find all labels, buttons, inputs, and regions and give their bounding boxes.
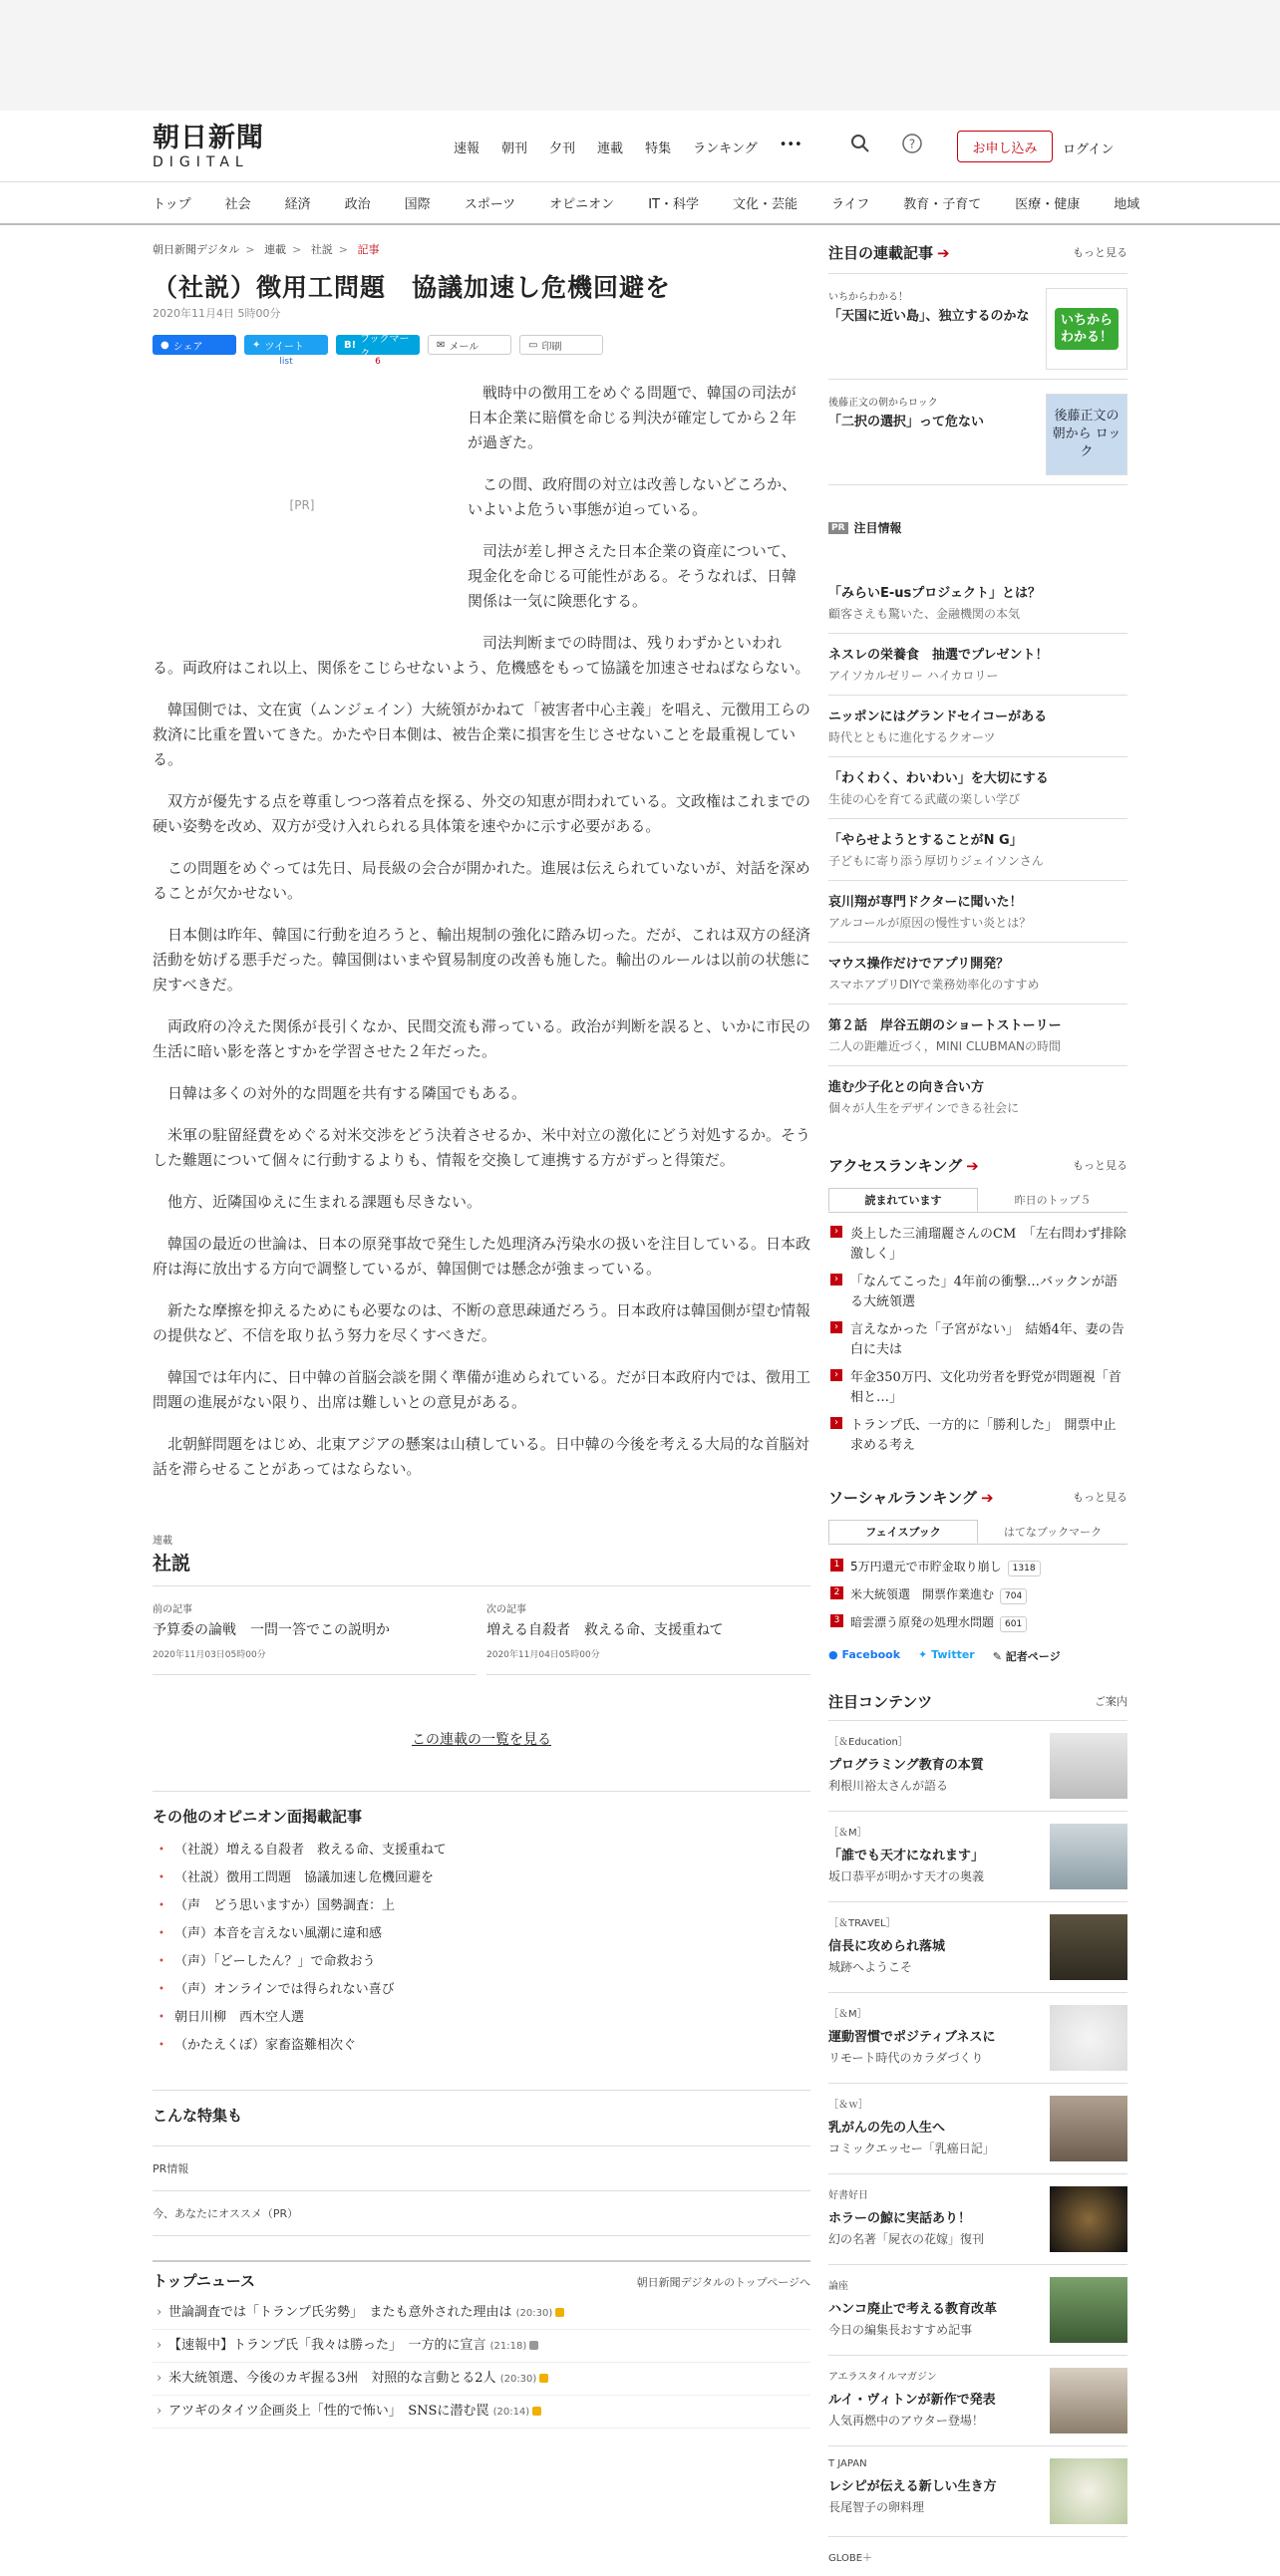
svg-text:?: ? [908,137,916,151]
access-ranking [828,1154,1127,1460]
arrow-right-icon: ➔ [966,1156,979,1175]
facebook-icon: ● [160,339,169,351]
hatena-icon: B! [344,339,357,351]
pr-item[interactable] [828,881,1127,943]
facebook-share-label: シェア [172,341,203,353]
social-item-text: 暗雲漂う原発の処理水問題 [850,1615,995,1629]
attention-contents [828,1690,1127,2576]
social-ranking-heading: ソーシャルランキング [828,1488,977,1507]
list-item[interactable]: • （声）本音を言えない風潮に違和感 [153,1920,810,1948]
pr-item-title: ニッポンにはグランドセイコーがある [828,710,1048,724]
more-menu-button[interactable]: ••• [779,138,802,152]
article-paragraph: 他方、近隣国ゆえに生まれる課題も尽きない。 [167,1193,482,1211]
list-item[interactable]: • （声 どう思いますか）国勢調査：上 [153,1892,810,1920]
article-paragraph: 韓国では年内に、日中韓の首脳会談を開く準備が進められている。だが日本政府内では、徴用工問題の進展がない限り、出席は難しいとの意見がある。 [153,1368,811,1411]
content-kicker: ［＆M］ [828,1828,867,1839]
pr-item-title: 第２話 岸谷五朗のショートストーリー [828,1018,1062,1033]
article-paragraph: 戦時中の徴用工をめぐる問題で、韓国の司法が日本企業に賠償を命じる判決が確定してから２年が過ぎた。 [468,384,798,451]
chevron-right-icon: › [830,1274,842,1286]
chevron-right-icon: › [830,1226,842,1238]
cat-economy[interactable]: 経済 [284,197,311,212]
social-item[interactable] [828,1608,1127,1636]
nav-evening[interactable]: 夕刊 [549,142,576,156]
pr-item-sub: スマホアプリDIYで業務効率化のすすめ [828,978,1040,992]
mail-share-button[interactable] [428,335,511,355]
pr-list [828,572,1127,1128]
twitter-link-label: Twitter [931,1648,975,1661]
pr-item-title: マウス操作だけでアプリ開発？ [828,957,1010,972]
login-link[interactable]: ログイン [1063,143,1115,157]
news-text: アツギのタイツ企画炎上「性的で怖い」 SNSに潜む罠 [168,2404,489,2419]
chevron-right-icon: › [830,1321,842,1333]
content-item[interactable] [828,1811,1127,1901]
pr-item-title: 「やらせようとすることがN G」 [828,833,1023,848]
cat-life[interactable]: ライフ [830,197,870,212]
access-ranking-heading: アクセスランキング [828,1156,963,1175]
pr-item-sub: 個々が人生をデザインできる社会に [828,1101,1020,1115]
serial-item-title: 「天国に近い島」、独立するのかな [828,309,1030,324]
content-item[interactable] [828,2445,1127,2536]
article-paragraph: この問題をめぐっては先日、局長級の会合が開かれた。進展は伝えられていないが、対話を深めることが欠かせない。 [153,859,810,902]
top-ad-banner [0,0,1280,110]
category-nav [0,181,1280,225]
next-date: 2020年11月04日05時00分 [486,1650,600,1660]
tab-yesterday-top5[interactable]: 昨日のトップ５ [1014,1194,1092,1207]
content-item[interactable] [828,2173,1127,2264]
article-paragraph: 両政府の冷えた関係が長引くなか、民間交流も滞っている。政治が判断を誤ると、いかに市民の生活に暗い影を落とすかを学習させた２年だった。 [153,1017,811,1060]
prev-article-link[interactable] [153,1586,477,1675]
hatena-bookmark-count[interactable]: 6 [375,357,381,367]
list-item[interactable]: • 朝日川柳 西木空人選 [153,2004,810,2032]
content-kicker: ［＆Education］ [828,1737,908,1748]
series-name[interactable]: 社説 [153,1553,191,1574]
content-item[interactable] [828,2355,1127,2445]
article-paragraph: 司法が差し押さえた日本企業の資産について、現金化を命じる可能性がある。そうなれば、日韓関係は一気に険悪化する。 [468,542,798,610]
twitter-share-count[interactable]: list [279,357,293,367]
pr-item-sub: 顧客さえも驚いた、金融機関の本気 [828,607,1021,621]
pr-item[interactable] [828,634,1127,696]
nav-features[interactable]: 特集 [645,142,672,156]
article-paragraph: 韓国の最近の世論は、日本の原発事故で発生した処理済み汚染水の扱いを注目している。日本政府は海に放出する方向で調整しているが、韓国側では懸念が強まっている。 [153,1235,811,1278]
crumb-sep: > [245,243,255,256]
next-article-link[interactable] [486,1586,810,1675]
news-item[interactable] [153,2396,810,2429]
cat-society[interactable]: 社会 [224,197,251,212]
content-kicker: GLOBE＋ [828,2553,873,2564]
crumb-sep: > [338,243,348,256]
list-item[interactable]: • （声）オンラインでは得られない喜び [153,1976,810,2004]
ad-label: [PR] [289,497,315,512]
thumb-logo-text: いちから わかる！ [1055,308,1119,350]
social-more-link[interactable]: もっと見る [1073,1491,1127,1504]
cat-education[interactable]: 教育・子育て [903,197,982,212]
subscribe-button[interactable]: お申し込み [957,131,1053,162]
social-item-text: 米大統領選 開票作業進む [850,1587,995,1601]
content-kicker: 論座 [828,2281,848,2292]
content-photo [1050,2096,1127,2161]
content-item[interactable] [828,2536,1127,2576]
share-count-badge: 704 [1000,1588,1027,1604]
article-paragraph: 日韓は多くの対外的な問題を共有する隣国でもある。 [167,1084,527,1102]
content-item[interactable] [828,1901,1127,1992]
pr-item-title: 哀川翔が専門ドクターに聞いた！ [828,895,1023,910]
content-kicker: ［＆M］ [828,2009,867,2020]
content-item[interactable] [828,1992,1127,2083]
pr-item[interactable] [828,819,1127,881]
pr-tag: PR [828,522,848,534]
content-title: 乳がんの先の人生へ [828,2121,946,2136]
cat-sports[interactable]: スポーツ [464,197,516,212]
share-bar [153,335,810,369]
search-icon[interactable] [847,131,873,156]
content-kicker: 好書好日 [828,2190,868,2201]
news-item[interactable] [153,2363,810,2396]
pen-icon: ✎ [992,1650,1002,1663]
pr-item-sub: 二人の距離近づく，MINI CLUBMANの時間 [828,1039,1062,1053]
cat-politics[interactable]: 政治 [344,197,371,212]
print-button[interactable] [519,335,603,355]
pr-item[interactable] [828,696,1127,757]
article-date: 2020年11月4日 5時00分 [153,307,281,320]
article-paragraph: 新たな摩擦を抑えるためにも必要なのは、不断の意思疎通だろう。日本政府は韓国側が望む情報の提供など、不信を取り払う努力を尽くすべきだ。 [153,1301,811,1344]
content-item[interactable] [828,2083,1127,2173]
breadcrumb [153,241,810,259]
content-sub: 長尾智子の卵料理 [828,2500,925,2514]
article-paragraph: この間、政府間の対立は改善しないどころか、いよいよ危うい事態が迫っている。 [468,475,798,518]
serial-list [828,273,1127,485]
content-photo [1050,2368,1127,2433]
series-label: 連載 [153,1536,172,1547]
next-label: 次の記事 [486,1604,526,1615]
pr-item[interactable] [828,757,1127,819]
feature-section [153,2090,810,2236]
twitter-icon: ✦ [252,339,261,351]
facebook-share-button[interactable] [153,335,236,355]
pr-item-title: ネスレの栄養食 抽選でプレゼント！ [828,648,1049,663]
lock-icon [555,2308,564,2317]
pr-item-sub: アルコールが原因の慢性すい炎とは？ [828,916,1032,930]
serial-item[interactable] [828,274,1127,380]
mail-share-label: メール [449,341,480,353]
content-sub: 坂口恭平が明かす天才の奥義 [828,1869,985,1883]
pr-heading-text: 注目情報 [853,521,902,535]
content-sub: 人気再燃中のアウター登場！ [828,2414,984,2428]
other-opinion-heading: その他のオピニオン面掲載記事 [153,1808,363,1826]
share-count-badge: 601 [1000,1616,1027,1632]
content-item[interactable] [828,1720,1127,1811]
social-item[interactable] [828,1553,1127,1580]
list-item[interactable]: • （社説）増える自殺者 救える命、支援重ねて [153,1837,810,1864]
content-sub: 今日の編集長おすすめ記事 [828,2323,973,2337]
twitter-share-button[interactable] [244,335,328,367]
cat-top[interactable]: トップ [153,197,191,212]
ranking-item-text: トランプ氏、一方的に「勝利した」 開票中止求める考え [850,1418,1117,1453]
lock-icon [529,2341,538,2350]
rank-number: 1 [830,1559,843,1572]
reporter-page-label: 記者ページ [1005,1650,1061,1663]
pr-info-row: PR情報 [153,2147,810,2191]
pr-item[interactable] [828,1004,1127,1066]
share-count-badge: 1318 [1008,1561,1041,1576]
hatena-bookmark-button[interactable] [336,334,420,367]
crumb-editorial[interactable]: 社説 [310,243,333,256]
list-item[interactable]: • （社説）徴用工問題 協議加速し危機回避を [153,1864,810,1892]
access-more-link[interactable]: もっと見る [1073,1159,1127,1172]
content-kicker: アエラスタイルマガジン [828,2372,937,2383]
nav-morning[interactable]: 朝刊 [501,142,528,156]
article-paragraph: 日本側は昨年、韓国に行動を迫ろうと、輸出規制の強化に踏み切った。だが、これは双方の経済活動を妨げる悪手だった。韓国側はいまや貿易制度の改善も施した。輸出のルールは以前の状態に戻すべきだ。 [153,926,811,994]
serial-item[interactable] [828,380,1127,485]
cat-region[interactable]: 地域 [1114,197,1140,212]
facebook-link-label: Facebook [841,1648,901,1661]
pr-item-title: 「みらいE-usプロジェクト」とは？ [828,586,1042,601]
next-title: 増える自殺者 救える命、支援重ねて [486,1622,724,1638]
attention-heading: 注目コンテンツ [828,1692,933,1711]
print-label: 印刷 [541,341,562,353]
prev-title: 予算委の論戦 一問一答でこの説明か [153,1622,390,1638]
prev-label: 前の記事 [153,1604,192,1615]
inline-ad[interactable] [153,381,452,630]
pr-heading [828,519,1127,536]
tab-most-read[interactable]: 読まれています [828,1188,978,1212]
reporter-page-link[interactable] [993,1648,1061,1664]
news-time: (21:18) [489,2341,527,2352]
content-photo [1050,1914,1127,1980]
series-box [153,1532,810,1749]
cat-culture[interactable]: 文化・芸能 [732,197,798,212]
content-title: ハンコ廃止で考える教育改革 [828,2302,998,2317]
arrow-right-icon: ➔ [937,243,950,262]
rank-number: 3 [830,1614,843,1627]
serial-thumbnail [1046,288,1127,370]
news-text: 世論調査では「トランプ氏劣勢」 またも意外された理由は [168,2305,512,2320]
news-text: 米大統領選、今後のカギ握る3州 対照的な言動とる2人 [168,2371,496,2386]
cat-opinion[interactable]: オピニオン [549,197,615,212]
article-paragraph: 米軍の駐留経費をめぐる対米交渉をどう決着させるか、米中対立の激化にどう対処するか。そうした難題について個々に行動するよりも、情報を交換して連携する方がずっと得策だ。 [153,1126,811,1169]
article-paragraph: 司法判断までの時間は、残りわずかといわれる。両政府はこれ以上、関係をこじらせないよう、危機感をもって協議を加速させねばならない。 [153,634,810,677]
top-news-heading: トップニュース [153,2272,256,2290]
list-item[interactable]: • （声）「どーしたん？」で命救おう [153,1948,810,1976]
content-title: 運動習慣でポジティブネスに [828,2030,996,2045]
crumb-home[interactable]: 朝日新聞デジタル [153,243,240,256]
content-photo [1050,2277,1127,2343]
crumb-current: 記事 [357,243,380,256]
content-title: 「誰でも天才になれます」 [828,1849,985,1863]
content-kicker: ［＆TRAVEL］ [828,1918,896,1929]
tab-hatena[interactable]: はてなブックマーク [1003,1526,1103,1539]
serial-thumbnail [1046,394,1127,475]
pr-item-sub: 子どもに寄り添う厚切りジェイソンさん [828,854,1044,868]
ranking-item[interactable] [828,1412,1127,1460]
recommend-row: 今、あなたにオススメ（PR） [153,2191,810,2236]
arrow-right-icon: ➔ [980,1488,994,1507]
article-paragraph: 北朝鮮問題をはじめ、北東アジアの懸案は山積している。日中韓の今後を考える大局的な首脳対話を滞らせることがあってはならない。 [153,1435,809,1478]
content-kicker: T JAPAN [828,2458,867,2469]
cat-international[interactable]: 国際 [404,197,431,212]
top-news-more-link[interactable]: 朝日新聞デジタルのトップページへ [636,2276,810,2289]
content-title: ホラーの鯨に実話あり！ [828,2211,972,2226]
hatena-bookmark-label: ブックマーク [360,334,410,360]
pr-item-sub: 時代とともに進化するクオーツ [828,730,996,744]
article-body [153,381,810,1482]
list-item[interactable]: • （かたえくぼ）家畜盗難相次ぐ [153,2032,810,2060]
nav-series[interactable]: 連載 [597,142,624,156]
content-photo [1050,2005,1127,2071]
twitter-icon: ✦ [918,1648,928,1661]
article-paragraph: 韓国側では、文在寅（ムンジェイン）大統領がかねて「被害者中心主義」を唱え、元徴用工らの救済に比重を置いてきた。かたや日本側は、被告企業に損害を生じさせないことを最重視している。 [153,701,810,768]
social-ranking [828,1486,1127,1664]
article-title: （社説）徴用工問題 協議加速し危機回避を [153,273,672,302]
news-time: (20:30) [515,2308,553,2319]
other-opinion-articles [153,1791,810,2060]
pr-item-sub: アイソカルゼリー ハイカロリー [828,669,999,683]
help-icon[interactable] [899,131,925,156]
content-title: ルイ・ヴィトンが新作で発表 [828,2393,996,2408]
top-news [153,2260,810,2429]
logo-main-text: 朝日新聞 [153,123,264,153]
crumb-series[interactable]: 連載 [264,243,287,256]
content-kicker: ［＆ｗ］ [828,2100,868,2111]
serial-item-kicker: いちからわかる！ [828,292,908,303]
pr-item[interactable] [828,572,1127,634]
crumb-sep: > [292,243,302,256]
ranking-item-text: 年金350万円、文化功労者を野党が問題視「首相と…」 [850,1370,1121,1405]
serial-more-link[interactable]: もっと見る [1073,246,1127,259]
pr-item-sub: 生徒の心を育てる武蔵の楽しい学び [828,792,1021,806]
pr-item[interactable] [828,1066,1127,1128]
content-sub: 幻の名著「屍衣の花嫁」復刊 [828,2232,985,2246]
tab-facebook[interactable]: フェイスブック [828,1520,978,1544]
content-title: プログラミング教育の本質 [828,1758,984,1773]
sidebar [828,241,1127,2576]
article-paragraph: 双方が優先する点を尊重しつつ落着点を探る、外交の知恵が問われている。文政権はこれまでの硬い姿勢を改め、双方が受け入れられる具体策を速やかに示す必要がある。 [153,792,811,835]
content-photo [1050,1824,1127,1889]
cat-health[interactable]: 医療・健康 [1015,197,1081,212]
twitter-share-label: ツイート [264,341,304,353]
facebook-icon: ● [828,1648,838,1661]
chevron-right-icon: › [830,1417,842,1429]
cat-it-science[interactable]: IT・科学 [648,197,699,212]
content-photo [1050,2458,1127,2524]
nav-ranking[interactable]: ランキング [693,142,758,156]
lock-icon [532,2407,541,2416]
ranking-item[interactable] [828,1316,1127,1364]
feature-heading: こんな特集も [153,2105,810,2147]
main-column [153,241,810,2429]
news-item[interactable] [153,2297,810,2330]
news-text: 【速報中】トランプ氏「我々は勝った」 一方的に宣言 [168,2338,486,2353]
mail-icon: ✉ [437,339,446,351]
content-title: 信長に攻められ落城 [828,1939,946,1954]
ranking-item[interactable] [828,1221,1127,1269]
pr-item-title: 「わくわく、わいわい」を大切にする [828,771,1049,786]
content-photo [1050,2186,1127,2252]
logo-sub-text: DIGITAL [153,154,249,170]
series-list-link[interactable]: この連載の一覧を見る [412,1732,551,1748]
content-item[interactable] [828,2264,1127,2355]
content-sub: 城跡へようこそ [828,1960,913,1974]
social-item[interactable] [828,1580,1127,1608]
facebook-link[interactable] [828,1648,900,1664]
ranking-item[interactable] [828,1269,1127,1316]
attention-guide-link[interactable]: ご案内 [1095,1695,1127,1708]
lock-icon [539,2374,548,2383]
prev-date: 2020年11月03日05時00分 [153,1650,266,1660]
rank-number: 2 [830,1586,843,1599]
serial-item-kicker: 後藤正文の朝からロック [828,398,938,409]
pr-item[interactable] [828,943,1127,1004]
social-item-text: 5万円還元で市貯金取り崩し [850,1560,1002,1574]
ranking-item-text: 炎上した三浦瑠麗さんのCM 「左右問わず排除激しく」 [850,1227,1126,1262]
thumb-logo-text: 後藤正文の 朝から ロック [1052,409,1121,459]
serial-heading: 注目の連載記事 [828,243,934,262]
pr-item-title: 進む少子化との向き合い方 [828,1080,985,1095]
chevron-right-icon: › [830,1369,842,1381]
content-title: レシピが伝える新しい生き方 [828,2479,997,2494]
ranking-item[interactable] [828,1364,1127,1412]
news-time: (20:14) [492,2407,530,2418]
news-item[interactable] [153,2330,810,2363]
print-icon: ▭ [528,339,538,351]
site-header [0,110,1280,181]
news-time: (20:30) [499,2374,537,2385]
ranking-item-text: 言えなかった「子宮がない」 結婚4年、妻の告白に夫は [850,1322,1124,1357]
content-sub: 利根川裕太さんが語る [828,1779,949,1793]
nav-breaking[interactable]: 速報 [454,142,480,156]
content-sub: コミックエッセー「乳癌日記」 [828,2142,995,2155]
twitter-link[interactable] [918,1648,975,1664]
ranking-item-text: 「なんてこった」4年前の衝撃…バックンが語る大統領選 [850,1275,1119,1309]
site-logo[interactable] [153,123,287,172]
content-photo [1050,1733,1127,1799]
serial-item-title: 「二択の選択」って危ない [828,415,985,429]
content-sub: リモート時代のカラダづくり [828,2051,984,2065]
top-nav [454,138,824,156]
